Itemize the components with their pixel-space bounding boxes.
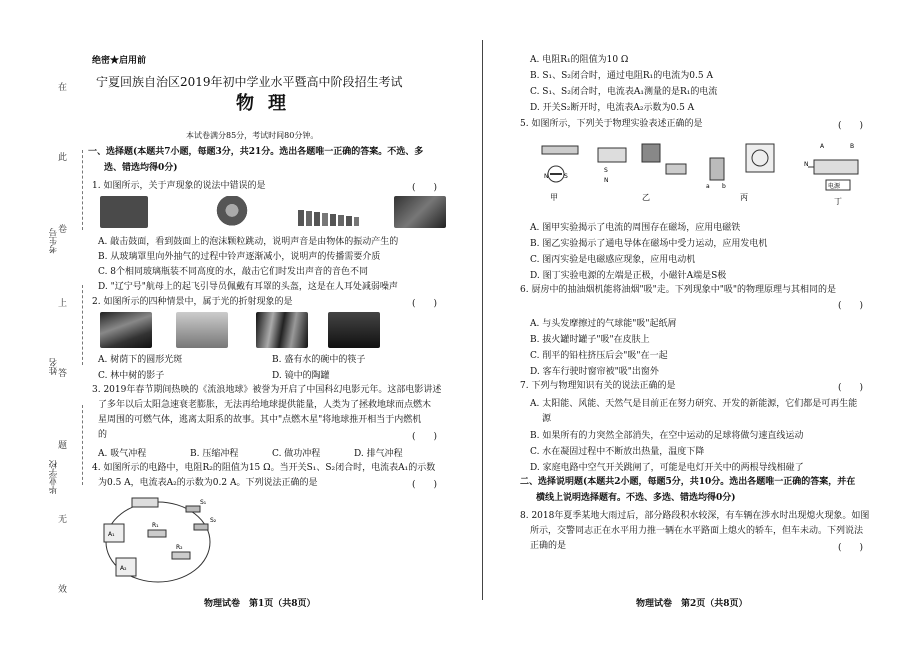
q3-line4: 的 [98,430,108,440]
q5-option-c: C. 图丙实验是电磁感应现象，应用电动机 [530,255,696,265]
fig-ding-a: A [820,143,825,150]
binding-char: 无 [58,515,68,525]
fig-ding-n: N [804,161,809,168]
q8-line3: 正确的是 [530,541,567,551]
q8-line2: 所示，交警同志正在水平用力推一辆在水平路面上熄火的轿车，但车未动。下列说法 [530,526,864,536]
name-field: 姓名 [49,358,59,375]
binding-char: 上 [58,299,68,309]
section2-heading: 二、选择说明题(本题共2小题，每题5分，共10分。选出各题唯一正确的答案，并在 [520,477,856,487]
bell-jar-photo [214,196,250,228]
fig-yi-n: N [604,177,609,184]
left-footer: 物理试卷 第1页（共8页） [204,599,316,609]
mirror-jar-photo [328,312,380,348]
q4-option-b: B. S₁、S₂闭合时，通过电阻R₁的电流为0.5 A [530,71,713,81]
forest-shadow-photo [256,312,308,348]
q2-option-b: B. 盛有水的碗中的筷子 [272,355,366,365]
fig-label-yi: 乙 [642,193,650,202]
q4-line2: 为0.5 A，电流表A₂的示数为0.2 A。下列说法正确的是 [98,478,318,488]
drum-photo [100,196,148,228]
label-s1: S₁ [200,499,207,506]
q5-option-b: B. 图乙实验揭示了通电导体在磁场中受力运动，应用发电机 [530,239,768,249]
binding-dashed-line [82,405,83,485]
fig-ding-power: 电源 [828,183,841,190]
fig-label-bing: 丙 [740,193,748,202]
q2-stem: 2. 如图所示的四种情景中，属于光的折射现象的是 [92,297,293,307]
binding-char: 效 [58,585,68,595]
q6-option-d: D. 客车行驶时窗帘被"吸"出窗外 [530,367,659,377]
fig-yi-s: S [604,167,608,174]
q5-experiment-figures [524,138,894,214]
q4-line1: 4. 如图所示的电路中，电阻R₂的阻值为15 Ω。当开关S₁、S₂闭合时，电流表A₁的示数 [92,463,436,473]
examinee-number-field: 考生号 [49,228,59,254]
q2-answer-paren: ( ) [412,299,438,309]
q7-stem: 7. 下列与物理知识有关的说法正确的是 [520,381,676,391]
q4-option-c: C. S₁、S₂闭合时，电流表A₁测量的是R₁的电流 [530,87,718,97]
q1-stem: 1. 如图所示，关于声现象的说法中错误的是 [92,181,266,191]
q1-option-c: C. 8个相同玻璃瓶装不同高度的水，敲击它们时发出声音的音色不同 [98,267,369,277]
switch-s1-icon [186,506,200,512]
q4-circuit-diagram [96,494,226,590]
fig-bing-a: a [706,183,710,190]
q5-option-a: A. 图甲实验揭示了电流的周围存在磁场，应用电磁铁 [530,223,741,233]
bottles-photo [296,202,360,228]
fig-jia-s: S [564,173,568,180]
q3-option-c: C. 做功冲程 [272,449,321,459]
q4-answer-paren: ( ) [412,480,438,490]
q1-answer-paren: ( ) [412,183,438,193]
label-r1: R₁ [152,522,159,529]
q1-option-b: B. 从玻璃罩里向外抽气的过程中铃声逐渐减小，说明声的传播需要介质 [98,252,381,262]
q3-option-a: A. 吸气冲程 [98,449,147,459]
label-a2: A₂ [120,565,127,572]
binding-char: 卷 [58,225,68,235]
q3-option-b: B. 压缩冲程 [190,449,239,459]
school-field: 毕业学校 [49,460,59,494]
switch-s2-icon [194,524,208,530]
binding-dashed-line [82,285,83,365]
fig-ding-b: B [850,143,855,150]
binding-char: 题 [58,441,68,451]
right-footer: 物理试卷 第2页（共8页） [636,599,748,609]
binding-char: 此 [58,153,68,163]
q8-line1: 8. 2018年夏季某地大雨过后，部分路段积水较深，有车辆在涉水时出现熄火现象。如图 [520,511,870,521]
binding-char: 在 [58,83,68,93]
binding-dashed-line [82,150,83,230]
q5-option-d: D. 图丁实验电源的左端是正极，小磁针A端是S极 [530,271,727,281]
q2-option-d: D. 镜中的陶罐 [272,371,330,381]
binding-margin [20,60,90,600]
right-page [484,0,920,650]
q6-option-b: B. 拔火罐时罐子"吸"在皮肤上 [530,335,650,345]
q6-stem: 6. 厨房中的抽油烟机能将油烟"吸"走。下列现象中"吸"的物理原理与其相同的是 [520,285,837,295]
binding-char: 答 [58,369,68,379]
q6-option-a: A. 与头发摩擦过的气球能"吸"起纸屑 [530,319,677,329]
exam-note: 本试卷满分85分，考试时间80分钟。 [186,131,319,140]
subject-title: 物理 [236,93,300,114]
q3-line1: 3. 2019年春节期间热映的《流浪地球》被誉为开启了中国科幻电影元年。这部电影讲述 [92,385,442,395]
q2-option-c: C. 林中树的影子 [98,371,165,381]
q7-option-a-cont: 源 [542,414,552,424]
section2-heading-cont: 横线上说明选择题有。不选、多选、错选均得0分) [536,493,736,503]
q5-answer-paren: ( ) [838,121,864,131]
secret-label: 绝密★启用前 [92,56,147,66]
q3-option-d: D. 排气冲程 [354,449,403,459]
label-a1: A₁ [108,531,115,538]
q3-line3: 星周围的可燃气体，逃离太阳系的故事。其中"点燃木星"将地球推开相当于内燃机 [98,415,422,425]
page-fold-line [482,40,483,600]
q4-option-d: D. 开关S₂断开时，电流表A₂示数为0.5 A [530,103,695,113]
exam-title: 宁夏回族自治区2019年初中学业水平暨高中阶段招生考试 [96,75,403,89]
label-s2: S₂ [210,517,217,524]
q1-option-d: D. "辽宁号"航母上的起飞引导员佩戴有耳罩的头盔，这是在人耳处减弱噪声 [98,282,398,292]
battery-icon [132,498,158,507]
q4-option-a: A. 电阻R₁的阻值为10 Ω [530,55,629,65]
q7-option-a: A. 太阳能、风能、天然气是目前正在努力研究、开发的新能源，它们都是可再生能 [530,399,858,409]
tree-shade-photo [100,312,152,348]
q7-option-c: C. 水在凝固过程中不断放出热量，温度下降 [530,447,705,457]
q8-answer-paren: ( ) [838,543,864,553]
q1-option-a: A. 敲击鼓面，看到鼓面上的泡沫颗粒跳动，说明声音是由物体的振动产生的 [98,237,399,247]
fig-jia-n: N [544,173,549,180]
q6-option-c: C. 削平的铅柱挤压后会"吸"在一起 [530,351,668,361]
q7-answer-paren: ( ) [838,383,864,393]
fig-label-ding: 丁 [834,197,842,206]
q6-answer-paren: ( ) [838,301,864,311]
resistor-r1-icon [148,530,166,537]
section1-heading: 一、选择题(本题共7小题，每题3分，共21分。选出各题唯一正确的答案。不选、多 [88,147,424,157]
q3-line2: 了多年以后太阳急速衰老膨胀，无法再给地球提供能量，人类为了拯救地球而点燃木 [98,400,432,410]
q7-option-d: D. 家庭电路中空气开关跳闸了，可能是电灯开关中的两根导线相碰了 [530,463,804,473]
carrier-photo [394,196,446,228]
section1-heading-cont: 选、错选均得0分) [104,163,178,173]
q5-stem: 5. 如图所示，下列关于物理实验表述正确的是 [520,119,703,129]
fig-label-jia: 甲 [550,193,558,202]
chopsticks-photo [176,312,228,348]
q3-answer-paren: ( ) [412,432,438,442]
fig-bing-b: b [722,183,726,190]
q2-option-a: A. 树荫下的圆形光斑 [98,355,183,365]
resistor-r2-icon [172,552,190,559]
label-r2: R₂ [176,544,183,551]
q7-option-b: B. 如果所有的力突然全部消失，在空中运动的足球将做匀速直线运动 [530,431,804,441]
